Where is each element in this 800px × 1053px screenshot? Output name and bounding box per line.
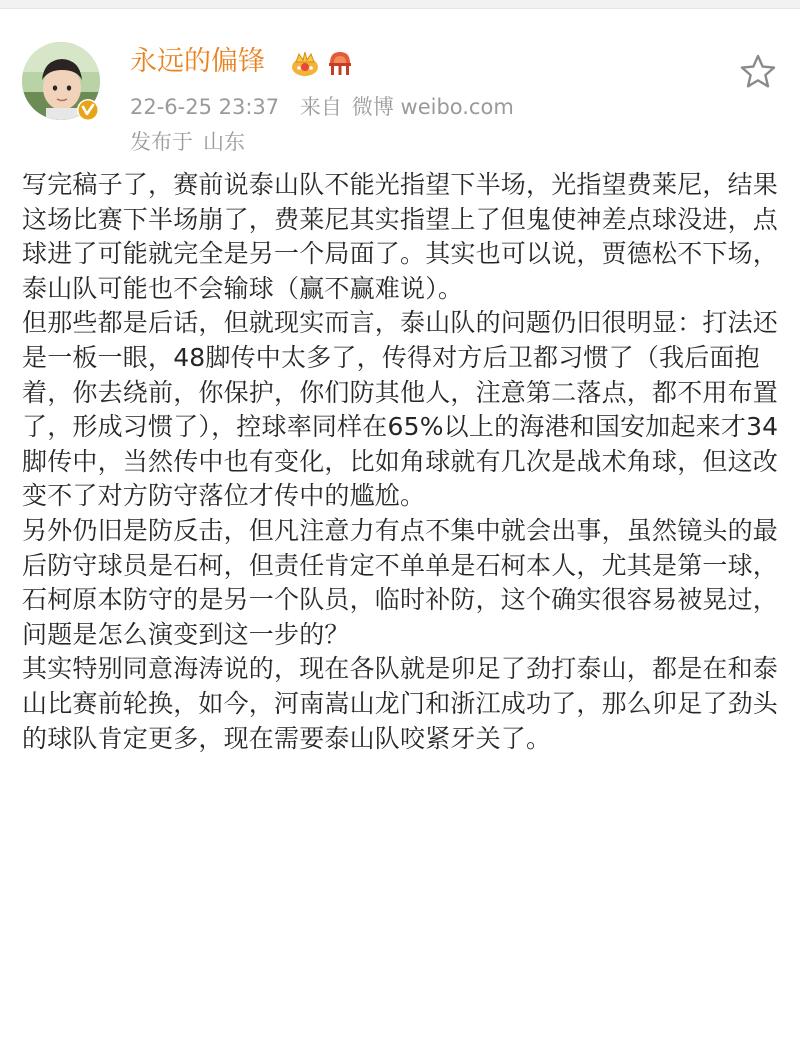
post-meta	[130, 93, 528, 121]
post-location	[130, 128, 255, 156]
source-prefix: 来自	[299, 95, 342, 119]
fan-badge-icon[interactable]	[325, 48, 355, 78]
post-header	[0, 8, 800, 168]
post-paragraph: 另外仍旧是防反击，但凡注意力有点不集中就会出事，虽然镜头的最后防守球员是石柯，但责任肯定不单单是石柯本人，尤其是第一球，石柯原本防守的是另一个队员，临时补防，这个确实很容易被晃过，问题是怎么演变到这一步的？	[22, 515, 779, 649]
star-outline-icon[interactable]	[738, 52, 778, 92]
source-name[interactable]: 微博 weibo.com	[351, 95, 514, 119]
post-paragraph: 其实特别同意海涛说的，现在各队就是卯足了劲打泰山，都是在和泰山比赛前轮换，如今，河南嵩山龙门和浙江成功了，那么卯足了劲头的球队肯定更多，现在需要泰山队咬紧牙关了。	[22, 654, 779, 753]
post-paragraph: 写完稿子了，赛前说泰山队不能光指望下半场，光指望费莱尼，结果这场比赛下半场崩了，费莱尼其实指望上了但鬼使神差点球没进，点球进了可能就完全是另一个局面了。其实也可以说，贾德松不下场，泰山队可能也不会输球（赢不赢难说）。	[22, 170, 779, 303]
post-paragraph: 但那些都是后话，但就现实而言，泰山队的问题仍旧很明显：打法还是一板一眼，48脚传中太多了，传得对方后卫都习惯了（我后面抱着，你去绕前，你保护，你们防其他人，注意第二落点，都不用布置了，形成习惯了），控球率同样在65%以上的海港和国安加起来才34脚传中，当然传中也有变化，比如角球就有几次是战术角球，但这改变不了对方防守落位才传中的尴尬。	[22, 308, 779, 511]
crown-badge-icon[interactable]	[290, 48, 320, 78]
username[interactable]: 永远的偏锋	[130, 46, 265, 77]
user-badges	[290, 48, 355, 78]
verified-badge-icon	[76, 98, 100, 122]
location-prefix: 发布于	[130, 130, 193, 154]
location-name: 山东	[203, 130, 245, 154]
post-body	[22, 168, 782, 756]
post-timestamp: 22-6-25 23:37	[130, 95, 280, 119]
